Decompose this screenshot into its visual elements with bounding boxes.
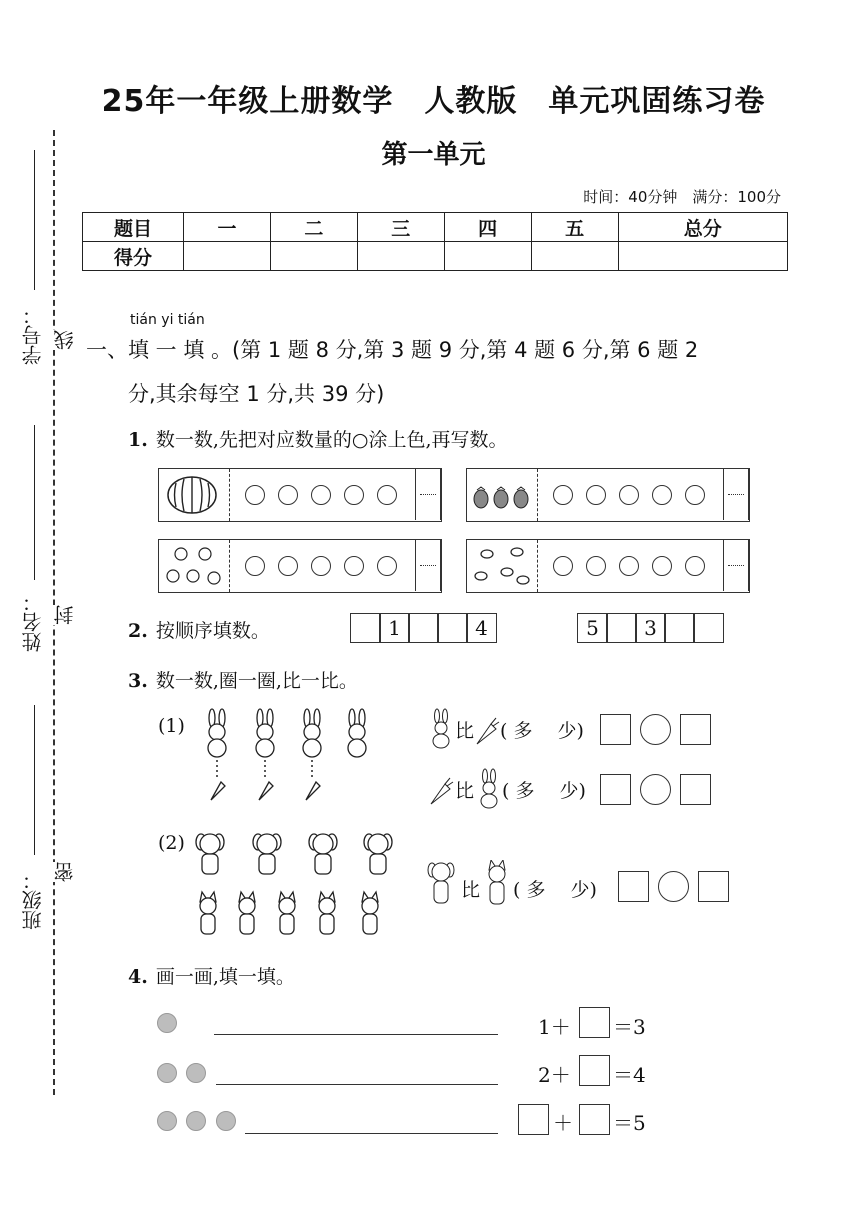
equation-answer-box[interactable] xyxy=(579,1055,610,1086)
equation-1-right: ＝3 xyxy=(613,1015,646,1039)
part-1-label: (1) xyxy=(158,715,185,737)
score-table xyxy=(82,212,788,271)
banji-label: 班级： xyxy=(21,870,45,930)
answer-square[interactable] xyxy=(600,714,631,745)
answer-square[interactable] xyxy=(680,714,711,745)
question-number: 1. xyxy=(128,429,148,451)
sequence-cell[interactable] xyxy=(437,613,468,643)
sequence-cell[interactable] xyxy=(408,613,439,643)
carrot-icon xyxy=(474,716,500,746)
score-input-cell[interactable] xyxy=(184,242,271,271)
answer-square[interactable] xyxy=(618,871,649,902)
score-header-cell: 题目 xyxy=(83,213,184,242)
score-header-cell: 二 xyxy=(270,213,357,242)
color-circle[interactable] xyxy=(311,485,331,505)
xian-label: 线 xyxy=(50,330,79,350)
sequence-cell[interactable] xyxy=(693,613,724,643)
score-label-cell: 得分 xyxy=(83,242,184,271)
gray-dot xyxy=(186,1111,206,1131)
compare-circle[interactable] xyxy=(658,871,689,902)
score-value-row xyxy=(83,242,788,271)
chick-icon xyxy=(159,540,230,592)
sequence-cell[interactable] xyxy=(664,613,695,643)
question-text: 数一数,先把对应数量的○涂上色,再写数。 xyxy=(155,429,508,451)
time-score-info: 时间：40分钟 满分：100分 xyxy=(583,188,781,206)
sequence-row-1 xyxy=(350,613,530,643)
color-circle[interactable] xyxy=(586,556,606,576)
score-header-cell: 四 xyxy=(444,213,531,242)
color-circle[interactable] xyxy=(685,485,705,505)
question-1 xyxy=(128,425,508,452)
color-circle[interactable] xyxy=(377,485,397,505)
compare-circle[interactable] xyxy=(640,774,671,805)
score-input-cell[interactable] xyxy=(531,242,618,271)
sequence-row-2 xyxy=(577,613,737,643)
sequence-cell[interactable] xyxy=(350,613,381,643)
more-less-option[interactable]: ( 多 少) xyxy=(502,780,586,802)
bi-label: 比 xyxy=(461,879,481,901)
equation-2-left: 2＋ xyxy=(538,1063,571,1087)
color-circle[interactable] xyxy=(245,556,265,576)
watermelon-icon xyxy=(159,469,230,521)
score-header-cell: 总分 xyxy=(618,213,787,242)
cat-icon xyxy=(481,860,513,912)
color-circle[interactable] xyxy=(344,485,364,505)
page-title: 25年一年级上册数学 人教版 单元巩固练习卷 xyxy=(101,84,766,119)
score-input-cell[interactable] xyxy=(357,242,444,271)
question-text: 画一画,填一填。 xyxy=(155,966,295,988)
answer-square[interactable] xyxy=(680,774,711,805)
score-header-row xyxy=(83,213,788,242)
color-circle[interactable] xyxy=(553,556,573,576)
more-less-option[interactable]: ( 多 少) xyxy=(513,879,597,901)
color-circle[interactable] xyxy=(586,485,606,505)
color-circle[interactable] xyxy=(377,556,397,576)
eggplant-icon xyxy=(467,469,538,521)
carrot-icon xyxy=(428,776,454,806)
answer-square[interactable] xyxy=(698,871,729,902)
question-2 xyxy=(128,616,270,643)
color-circle[interactable] xyxy=(652,556,672,576)
count-strip-watermelon xyxy=(158,468,442,522)
color-circle[interactable] xyxy=(619,485,639,505)
equation-2-right: ＝4 xyxy=(613,1063,646,1087)
gray-dot xyxy=(157,1111,177,1131)
sequence-cell: 5 xyxy=(577,613,608,643)
answer-box[interactable] xyxy=(723,468,749,520)
equation-answer-box[interactable] xyxy=(579,1007,610,1038)
drawing-line[interactable] xyxy=(216,1084,498,1085)
xingming-label: 姓名： xyxy=(21,592,45,652)
count-strip-eggplant xyxy=(466,468,750,522)
question-number: 4. xyxy=(128,966,148,988)
color-circle[interactable] xyxy=(553,485,573,505)
compare-circle[interactable] xyxy=(640,714,671,745)
equation-3-plus: ＋ xyxy=(553,1111,573,1135)
xuehao-blank-line[interactable] xyxy=(34,150,35,290)
color-circle[interactable] xyxy=(311,556,331,576)
unit-subtitle: 第一单元 xyxy=(381,140,486,170)
gray-dot xyxy=(216,1111,236,1131)
score-input-cell[interactable] xyxy=(270,242,357,271)
part-2-label: (2) xyxy=(158,832,185,854)
compare-row-rabbit-carrot xyxy=(428,708,728,750)
compare-row-dog-cat xyxy=(425,858,735,914)
equation-1-left: 1＋ xyxy=(538,1015,571,1039)
xuehao-label: 学号： xyxy=(21,305,45,365)
answer-square[interactable] xyxy=(600,774,631,805)
sequence-cell: 4 xyxy=(466,613,497,643)
score-header-cell: 五 xyxy=(531,213,618,242)
answer-box[interactable] xyxy=(415,468,441,520)
count-strip-candy xyxy=(466,539,750,593)
color-circle[interactable] xyxy=(619,556,639,576)
sequence-cell: 1 xyxy=(379,613,410,643)
equation-3-right: ＝5 xyxy=(613,1111,646,1135)
sequence-cell[interactable] xyxy=(606,613,637,643)
gray-dot xyxy=(157,1063,177,1083)
answer-box[interactable] xyxy=(723,539,749,591)
score-header-cell: 一 xyxy=(184,213,271,242)
dogs-cats-icon xyxy=(190,828,405,943)
question-number: 2. xyxy=(128,620,148,642)
more-less-option[interactable]: ( 多 少) xyxy=(500,720,584,742)
mi-label: 密 xyxy=(50,862,79,882)
question-number: 3. xyxy=(128,670,148,692)
question-text: 按顺序填数。 xyxy=(155,620,270,642)
gray-dot xyxy=(186,1063,206,1083)
bi-label: 比 xyxy=(455,720,475,742)
rabbits-carrots-icon xyxy=(195,708,385,808)
color-circle[interactable] xyxy=(344,556,364,576)
equation-answer-box[interactable] xyxy=(518,1104,549,1135)
question-4 xyxy=(128,962,295,989)
color-circle[interactable] xyxy=(278,485,298,505)
color-circle[interactable] xyxy=(685,556,705,576)
rabbit-icon xyxy=(476,768,502,810)
drawing-line[interactable] xyxy=(245,1133,498,1134)
bi-label: 比 xyxy=(455,780,475,802)
section-pinyin: tián yi tián xyxy=(130,312,205,328)
compare-row-carrot-rabbit xyxy=(428,768,728,810)
color-circle[interactable] xyxy=(245,485,265,505)
dog-icon xyxy=(425,858,457,910)
banji-blank-line[interactable] xyxy=(34,705,35,855)
count-strip-chicks xyxy=(158,539,442,593)
rabbit-icon xyxy=(428,708,454,750)
drawing-line[interactable] xyxy=(214,1034,498,1035)
color-circle[interactable] xyxy=(278,556,298,576)
candy-icon xyxy=(467,540,538,592)
section-heading-cont: 分,其余每空 1 分,共 39 分) xyxy=(128,382,385,406)
question-3 xyxy=(128,666,358,693)
score-input-cell[interactable] xyxy=(618,242,787,271)
color-circle[interactable] xyxy=(652,485,672,505)
score-header-cell: 三 xyxy=(357,213,444,242)
xingming-blank-line[interactable] xyxy=(34,425,35,580)
score-input-cell[interactable] xyxy=(444,242,531,271)
feng-label: 封 xyxy=(50,605,79,625)
section-heading: 一、填 一 填 。(第 1 题 8 分,第 3 题 9 分,第 4 题 6 分,第 6 题 2 xyxy=(86,338,699,362)
question-text: 数一数,圈一圈,比一比。 xyxy=(155,670,358,692)
answer-box[interactable] xyxy=(415,539,441,591)
gray-dot xyxy=(157,1013,177,1033)
sequence-cell: 3 xyxy=(635,613,666,643)
equation-answer-box[interactable] xyxy=(579,1104,610,1135)
